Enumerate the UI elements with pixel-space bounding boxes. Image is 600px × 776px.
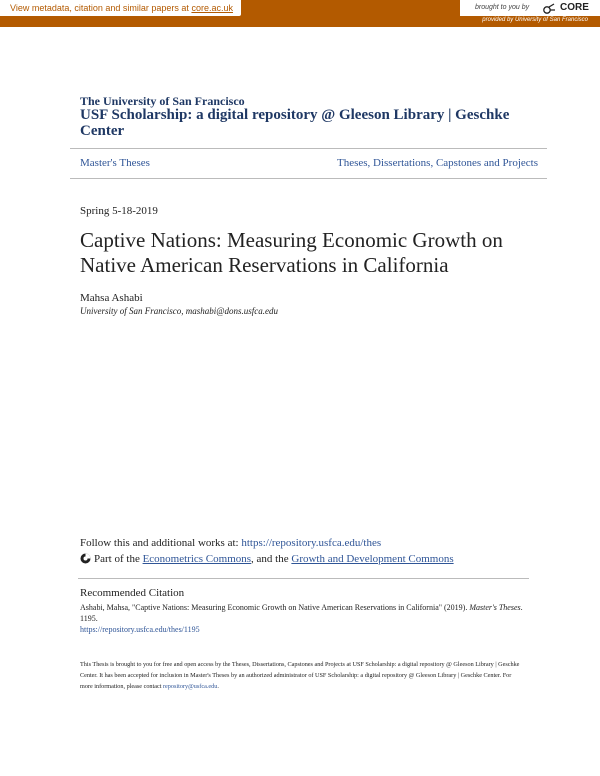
footer-end: . [217,683,219,690]
core-brought-box[interactable] [460,0,600,16]
part-of-prefix: Part of the [94,553,143,565]
publication-date: Spring 5-18-2019 [80,205,158,217]
follow-url-link[interactable]: https://repository.usfca.edu/thes [241,537,382,549]
university-name[interactable]: The University of San Francisco [80,94,245,108]
provided-by-text: provided by University of San Francisco [482,17,588,23]
follow-prefix: Follow this and additional works at: [80,537,242,549]
citation-url-link[interactable]: https://repository.usfca.edu/thes/1195 [80,625,200,634]
collection-link-theses-dissertations[interactable]: Theses, Dissertations, Capstones and Projects [336,157,538,169]
growth-development-commons-link[interactable]: Growth and Development Commons [291,553,454,565]
author-name: Mahsa Ashabi [80,292,143,304]
citation-number: . 1195. [80,603,523,623]
footer-text: This Thesis is brought to you for free and open access by the Theses, Dissertations, Capstones and Projects at USF Scholarship: a digital repository @ Gleeson Library | Geschke Center. It has been accepted for inclusion in Master's Theses by an authorized administrator of USF Scholarship: a digital repository @ Gleeson Library | Geschke Center. For more information, please contact [80,661,520,690]
citation-text [80,602,525,635]
open-access-icon [80,553,91,567]
part-of-line [80,553,454,567]
brought-to-you-text: brought to you by [475,4,530,11]
core-view-text: View metadata, citation and similar papers at [10,3,192,13]
core-logo-text: CORE [560,2,589,13]
core-view-metadata [0,0,241,16]
divider-top [70,148,547,149]
collection-link-masters-theses[interactable]: Master's Theses [80,157,150,169]
econometrics-commons-link[interactable]: Econometrics Commons [142,553,252,565]
follow-line [80,537,381,549]
document-title: Captive Nations: Measuring Economic Growth on Native American Reservations in California [80,228,503,277]
citation-main: Ashabi, Mahsa, "Captive Nations: Measuring Economic Growth on Native American Reservations in California" (2019). [80,603,470,612]
divider-bottom [70,178,547,179]
divider-citation [78,578,529,579]
repository-name[interactable]: USF Scholarship: a digital repository @ Gleeson Library | Geschke Center [80,107,510,139]
contact-email-link[interactable]: repository@usfca.edu [163,683,218,690]
footer-notice [80,659,525,692]
part-of-middle: , and the [251,553,292,565]
core-link[interactable]: core.ac.uk [191,3,233,13]
recommended-citation-heading: Recommended Citation [80,587,185,599]
citation-journal: Master's Theses [469,603,521,612]
author-affiliation: University of San Francisco, mashabi@dons.usfca.edu [80,306,279,316]
